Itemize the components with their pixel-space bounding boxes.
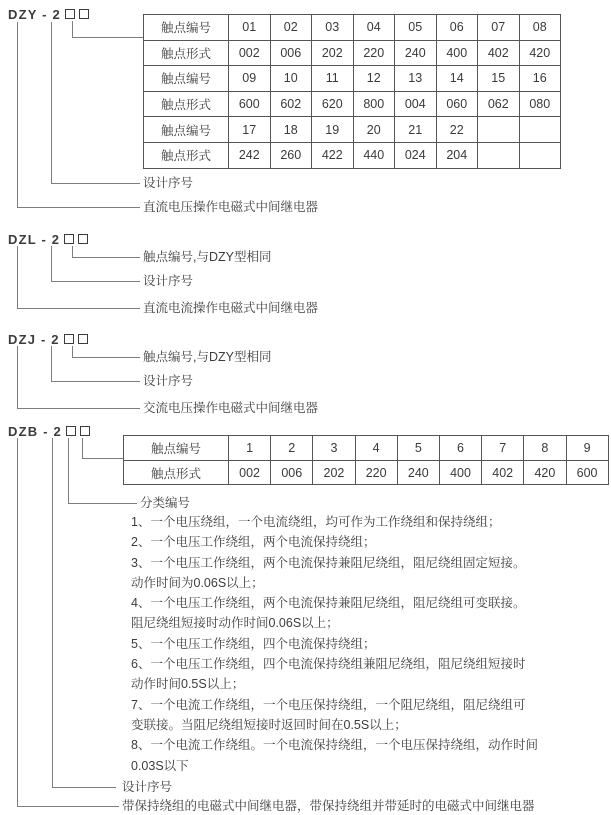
value-cell: 600 bbox=[566, 460, 608, 485]
dzl-contact-label: 触点编号,与DZY型相同 bbox=[143, 250, 272, 264]
note-line: 2、一个电压工作绕组，两个电流保持绕组； bbox=[131, 535, 376, 550]
note-line: 7、一个电流工作绕组，一个电压保持绕组，一个阻尼绕组，阻尼绕组可 bbox=[131, 697, 526, 712]
digit-box bbox=[80, 426, 90, 436]
value-cell: 006 bbox=[270, 40, 312, 66]
value-cell: 08 bbox=[519, 15, 561, 41]
model-code-dzy bbox=[8, 7, 89, 21]
row-label-cell: 触点编号 bbox=[144, 15, 229, 41]
model-code-dzy-text: DZY - 2 bbox=[8, 6, 61, 22]
value-cell: 220 bbox=[353, 40, 395, 66]
value-cell: 800 bbox=[353, 91, 395, 117]
value-cell: 060 bbox=[436, 91, 478, 117]
value-cell: 14 bbox=[436, 66, 478, 92]
dzb-class-notes bbox=[131, 512, 538, 776]
value-cell: 600 bbox=[229, 91, 271, 117]
value-cell: 024 bbox=[395, 142, 437, 168]
table-row bbox=[124, 436, 609, 461]
value-cell: 13 bbox=[395, 66, 437, 92]
value-cell: 220 bbox=[355, 460, 397, 485]
value-cell: 422 bbox=[312, 142, 354, 168]
note-line: 0.03S以下 bbox=[131, 758, 189, 773]
note-line: 阻尼绕组短接时动作时间0.06S以上； bbox=[131, 616, 339, 631]
value-cell: 202 bbox=[312, 40, 354, 66]
row-label-cell: 触点编号 bbox=[144, 117, 229, 143]
value-cell: 8 bbox=[524, 436, 566, 461]
note-line: 6、一个电压工作绕组，四个电流保持绕组兼阻尼绕组，阻尼绕组短接时 bbox=[131, 657, 526, 672]
table-row bbox=[144, 66, 561, 92]
value-cell: 602 bbox=[270, 91, 312, 117]
row-label-cell: 触点形式 bbox=[124, 460, 229, 485]
row-label-cell: 触点编号 bbox=[144, 66, 229, 92]
dzj-type-label: 交流电压操作电磁式中间继电器 bbox=[143, 401, 319, 415]
value-cell bbox=[519, 142, 561, 168]
value-cell: 402 bbox=[482, 460, 524, 485]
dzy-type-label: 直流电压操作电磁式中间继电器 bbox=[143, 200, 319, 214]
value-cell: 12 bbox=[353, 66, 395, 92]
value-cell: 3 bbox=[313, 436, 355, 461]
value-cell: 06 bbox=[436, 15, 478, 41]
dzj-design-label: 设计序号 bbox=[143, 374, 194, 388]
note-line: 变联接。当阻尼绕组短接时返回时间在0.5S以上； bbox=[131, 717, 407, 732]
value-cell: 002 bbox=[229, 40, 271, 66]
dzb-class-label: 分类编号 bbox=[140, 496, 191, 510]
dzb-contact-table bbox=[123, 435, 609, 485]
value-cell: 07 bbox=[478, 15, 520, 41]
value-cell: 15 bbox=[478, 66, 520, 92]
value-cell: 21 bbox=[395, 117, 437, 143]
connector-line bbox=[17, 438, 119, 807]
note-line: 8、一个电流工作绕组。一个电流保持绕组，一个电压保持绕组，动作时间 bbox=[131, 738, 538, 753]
value-cell: 22 bbox=[436, 117, 478, 143]
value-cell: 02 bbox=[270, 15, 312, 41]
connector-line bbox=[17, 246, 140, 309]
connector-line bbox=[17, 346, 140, 409]
note-line: 4、一个电压工作绕组，两个电流保持兼阻尼绕组，阻尼绕组可变联接。 bbox=[131, 596, 526, 611]
digit-box bbox=[64, 234, 74, 244]
value-cell: 202 bbox=[313, 460, 355, 485]
digit-box bbox=[78, 234, 88, 244]
value-cell: 062 bbox=[478, 91, 520, 117]
value-cell: 01 bbox=[229, 15, 271, 41]
value-cell: 5 bbox=[397, 436, 439, 461]
value-cell: 03 bbox=[312, 15, 354, 41]
value-cell: 204 bbox=[436, 142, 478, 168]
note-line: 5、一个电压工作绕组，四个电流保持绕组； bbox=[131, 636, 376, 651]
value-cell: 400 bbox=[436, 40, 478, 66]
value-cell: 7 bbox=[482, 436, 524, 461]
value-cell: 006 bbox=[271, 460, 313, 485]
note-line: 3、一个电压工作绕组，两个电流保持兼阻尼绕组，阻尼绕组固定短接。 bbox=[131, 555, 526, 570]
value-cell: 6 bbox=[439, 436, 481, 461]
dzb-type-label: 带保持绕组的电磁式中间继电器，带保持绕组并带延时的电磁式中间继电器 bbox=[122, 799, 535, 813]
dzb-design-label: 设计序号 bbox=[122, 780, 173, 794]
value-cell: 4 bbox=[355, 436, 397, 461]
value-cell: 9 bbox=[566, 436, 608, 461]
table-row bbox=[144, 91, 561, 117]
value-cell: 09 bbox=[229, 66, 271, 92]
value-cell bbox=[478, 142, 520, 168]
model-code-dzl-text: DZL - 2 bbox=[8, 231, 61, 247]
value-cell: 080 bbox=[519, 91, 561, 117]
model-code-dzj bbox=[8, 332, 88, 346]
value-cell: 440 bbox=[353, 142, 395, 168]
value-cell: 04 bbox=[353, 15, 395, 41]
value-cell: 11 bbox=[312, 66, 354, 92]
table-row bbox=[144, 142, 561, 168]
note-line: 动作时间为0.06S以上； bbox=[131, 575, 264, 590]
value-cell: 18 bbox=[270, 117, 312, 143]
note-line: 动作时间0.5S以上； bbox=[131, 677, 245, 692]
digit-box bbox=[64, 334, 74, 344]
row-label-cell: 触点编号 bbox=[124, 436, 229, 461]
digit-box bbox=[66, 426, 76, 436]
value-cell: 240 bbox=[397, 460, 439, 485]
connector-line bbox=[17, 22, 140, 208]
digit-box bbox=[78, 334, 88, 344]
value-cell: 16 bbox=[519, 66, 561, 92]
value-cell: 1 bbox=[229, 436, 271, 461]
row-label-cell: 触点形式 bbox=[144, 142, 229, 168]
table-row bbox=[144, 15, 561, 41]
value-cell bbox=[478, 117, 520, 143]
model-code-dzb-text: DZB - 2 bbox=[8, 423, 62, 439]
value-cell: 420 bbox=[524, 460, 566, 485]
row-label-cell: 触点形式 bbox=[144, 40, 229, 66]
value-cell: 260 bbox=[270, 142, 312, 168]
table-row bbox=[144, 40, 561, 66]
value-cell: 17 bbox=[229, 117, 271, 143]
row-label-cell: 触点形式 bbox=[144, 91, 229, 117]
digit-box bbox=[65, 9, 75, 19]
dzl-type-label: 直流电流操作电磁式中间继电器 bbox=[143, 301, 319, 315]
value-cell: 400 bbox=[439, 460, 481, 485]
model-code-dzj-text: DZJ - 2 bbox=[8, 331, 60, 347]
digit-box bbox=[79, 9, 89, 19]
table-row bbox=[144, 117, 561, 143]
dzl-design-label: 设计序号 bbox=[143, 274, 194, 288]
value-cell: 002 bbox=[229, 460, 271, 485]
model-code-dzl bbox=[8, 232, 88, 246]
note-line: 1、一个电压绕组，一个电流绕组，均可作为工作绕组和保持绕组； bbox=[131, 515, 501, 529]
value-cell: 2 bbox=[271, 436, 313, 461]
dzy-contact-table bbox=[143, 14, 561, 169]
model-code-dzb bbox=[8, 424, 90, 438]
value-cell: 10 bbox=[270, 66, 312, 92]
value-cell bbox=[519, 117, 561, 143]
value-cell: 004 bbox=[395, 91, 437, 117]
dzj-contact-label: 触点编号,与DZY型相同 bbox=[143, 350, 272, 364]
dzy-design-label: 设计序号 bbox=[143, 176, 194, 190]
value-cell: 242 bbox=[229, 142, 271, 168]
value-cell: 19 bbox=[312, 117, 354, 143]
value-cell: 20 bbox=[353, 117, 395, 143]
value-cell: 402 bbox=[478, 40, 520, 66]
value-cell: 620 bbox=[312, 91, 354, 117]
value-cell: 240 bbox=[395, 40, 437, 66]
table-row bbox=[124, 460, 609, 485]
value-cell: 420 bbox=[519, 40, 561, 66]
value-cell: 05 bbox=[395, 15, 437, 41]
